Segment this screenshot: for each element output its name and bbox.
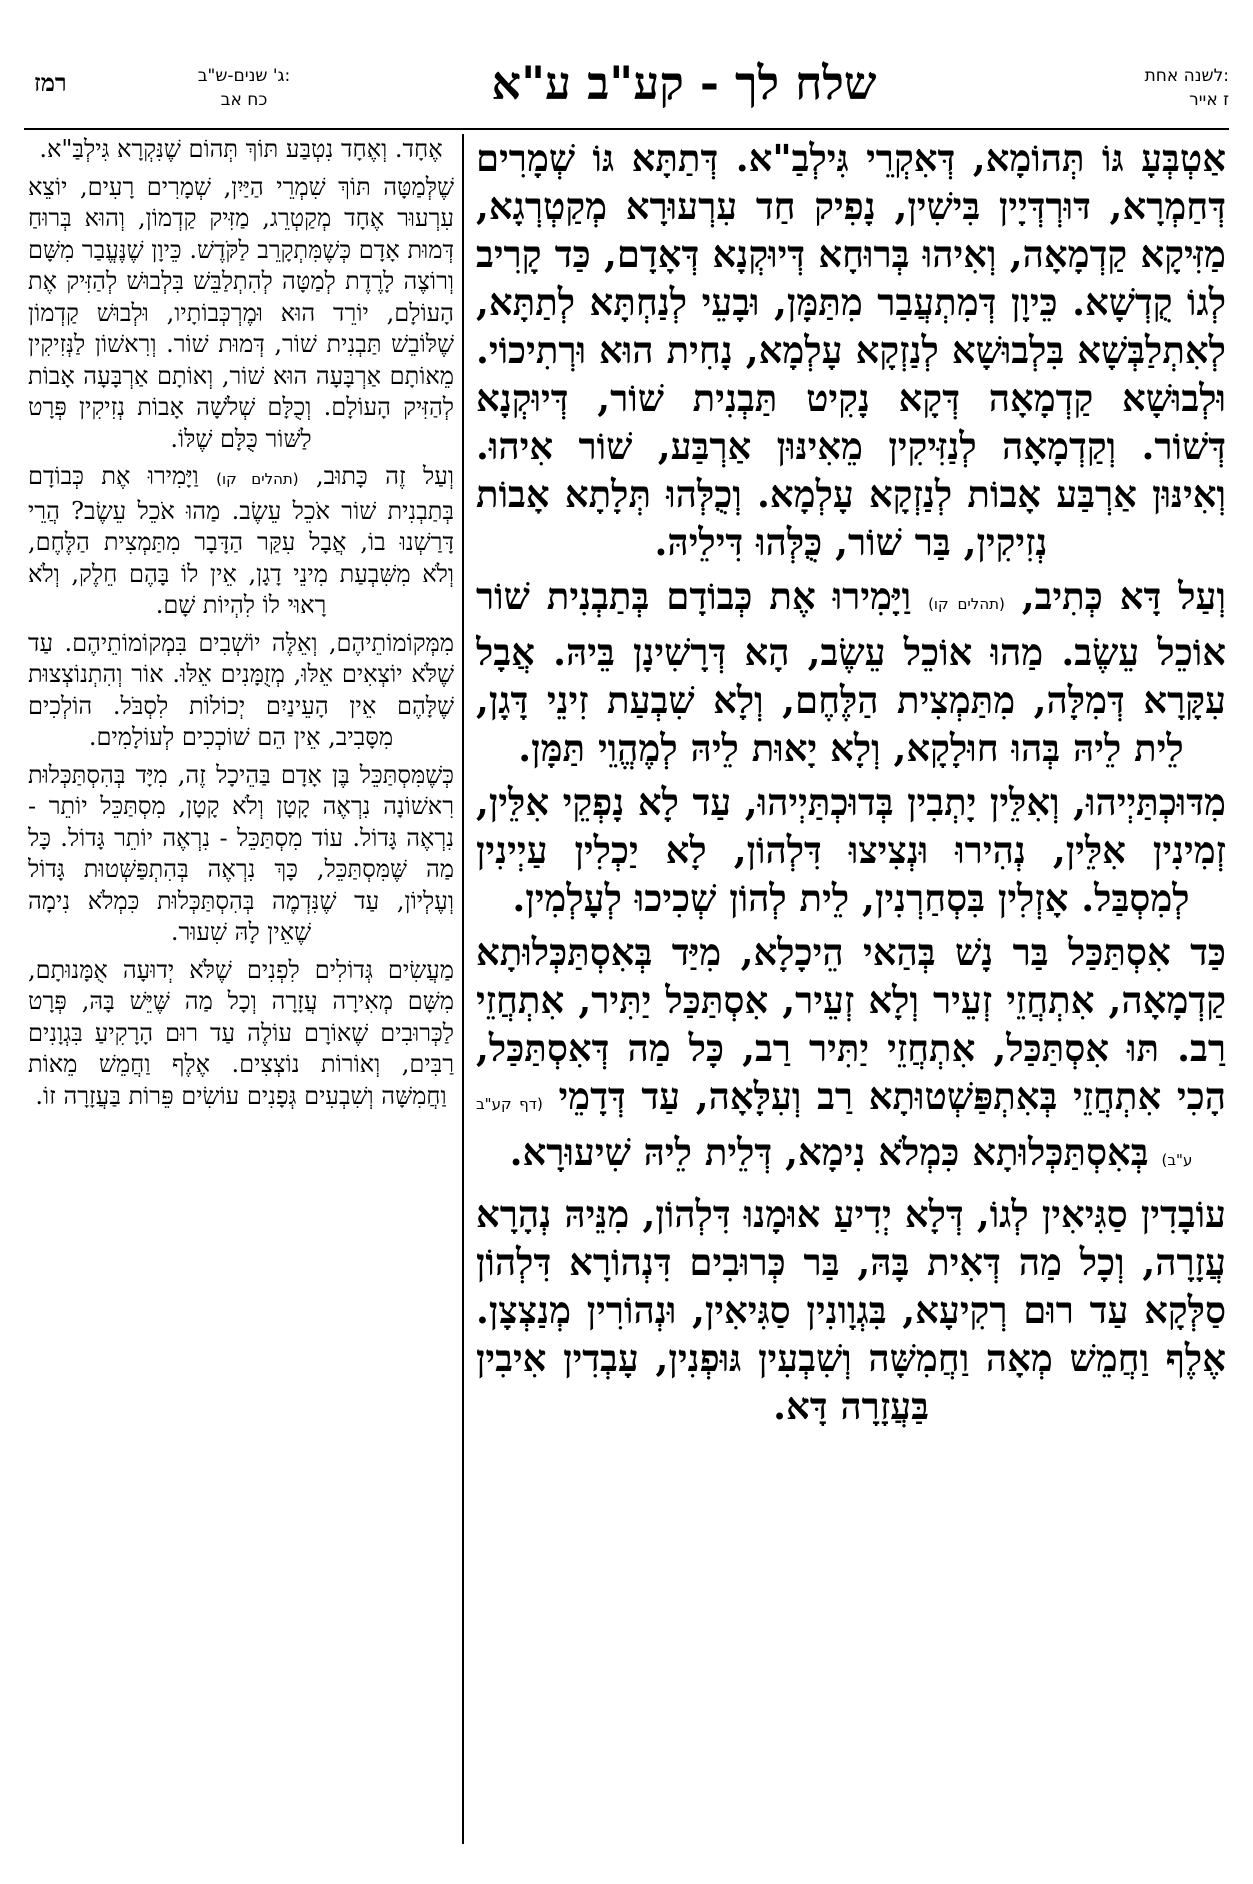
page-header (24, 56, 1229, 130)
column-divider (462, 134, 464, 1844)
right-info (1029, 64, 1229, 112)
side-hebrew-column (28, 134, 454, 1854)
side-paragraph-1: אֶחָד. וְאֶחָד נִטְבַּע תּוֹךְ תְּהוֹם שֶׁנִּקְרָא גִּילְבַּ"א. (39, 135, 443, 163)
left-center-line2: כח אב (220, 90, 268, 110)
main-ref-1: (תהלים קו) (928, 595, 1005, 613)
side-paragraph-4: מִמְּקוֹמוֹתֵיהֶם, וְאֵלֶּה יוֹשְׁבִים בִּמְקוֹמוֹתֵיהֶם. עַד שֶׁלֹּא יוֹצְאִים אֵלּוּ, מְזֻמָּנִים אֵלּוּ. אוֹר וְהִתְנוֹצְצוּת שֶׁלָּהֶם אֵין הָעֵינַיִם יְכוֹלוֹת לִסְבֹּל. הוֹלְכִים מִסָּבִיב, אֵין הֵם שׁוֹכְכִים לְעוֹלָמִים. (28, 628, 454, 751)
side-paragraph-5: כְּשֶׁמִּסְתַּכֵּל בֶּן אָדָם בַּהֵיכָל זֶה, מִיָּד בְּהִסְתַּכְּלוּת רִאשׁוֹנָה נִרְאֶה קָטָן וְלֹא קָטָן, מִסְתַּכֵּל יוֹתֵר - נִרְאֶה גָּדוֹל. עוֹד מִסְתַּכֵּל - נִרְאֶה יוֹתֵר גָּדוֹל. כָּל מַה שֶּׁמִּסְתַּכֵּל, כָּךְ נִרְאֶה בְּהִתְפַּשְּׁטוּת גָּדוֹל וְעֶלְיוֹן, עַד שֶׁנִּדְמֶה בְּהִסְתַּכְּלוּת כִּמְלֹא נִימָה שֶׁאֵין לָהּ שִׁעוּר. (28, 760, 454, 946)
right-line2: ז אייר (1189, 90, 1229, 110)
side-paragraph-6: מַעֲשִׂים גְּדוֹלִים לִפְנִים שֶׁלֹּא יְדוּעָה אֻמָּנוּתָם, מִשָּׁם מְאִירָה עֲזָרָה וְכָל מַה שֶּׁיֵּשׁ בָּהּ, פְּרָט לַכְּרוּבִים שֶׁאוֹרָם עוֹלֶה עַד רוּם הָרָקִיעַ בִּגְוָנִים רַבִּים, וְאוֹרוֹת נוֹצְצִים. אֶלֶף וַחֲמֵשׁ מֵאוֹת וַחֲמִשָּׁה וְשִׁבְעִים גְּפָנִים עוֹשִׂים פֵּרוֹת בַּעֲזָרָה זוֹ. (28, 955, 454, 1110)
main-paragraph-2 (476, 572, 1226, 772)
page-ref: רמז (34, 68, 67, 97)
left-center-info (144, 64, 344, 112)
main-p2-a: וְעַל דָּא כְּתִיב, (1004, 574, 1226, 618)
side-ref-1: (תהלים קו) (216, 470, 299, 488)
main-p4-a: כַּד אִסְתַּכַּל בַּר נָשׁ בְּהַאי הֵיכָלָא, מִיַּד בְּאִסְתַּכְּלוּתָא קַדְמָאָה, אִתְחֲזֵי זְעֵיר וְלָא זְעֵיר, אִסְתַּכַּל יַתִּיר, אִתְחֲזֵי רַב. תּוּ אִסְתַּכַּל, אִתְחֲזֵי יַתִּיר רַב, כָּל מַה דְּאִסְתַּכַּל, הָכִי אִתְחֲזֵי בְּאִתְפַּשְׁטוּתָא רַב וְעִלָּאָה, עַד דְּדָמֵי (476, 930, 1226, 1118)
main-aramaic-column (476, 134, 1226, 1854)
main-paragraph-5: עוֹבָדִין סַגִּיאִין לְגוֹ, דְּלָא יְדִיעַ אוּמָנוּ דִּלְהוֹן, מִנֵּיהּ נְהָרָא עֲזָרָה, וְכָל מַה דְּאִית בָּהּ, בַּר כְּרוּבִים דִּנְהוֹרָא דִּלְהוֹן סַלְּקָא עַד רוּם רְקִיעָא, בִּגְוָונִין סַגִּיאִין, וּנְהוֹרִין מְנַצְצָן. אֶלֶף וַחֲמֵשׁ מְאָה וַחֲמִשָּׁה וְשִׁבְעִין גּוּפְנִין, עָבְדִין אִיבִין בַּעֲזָרָה דָּא. (476, 1192, 1226, 1428)
right-line1: לשנה אחת: (1144, 66, 1229, 86)
side-paragraph-2: שֶׁלְּמַטָּה תּוֹךְ שִׁמְרֵי הַיַּיִן, שְׁמָרִים רָעִים, יוֹצֵא עִרְעוּר אֶחָד מְקַטְרֵג, מַזִּיק קַדְמוֹן, וְהוּא בְּרוּחַ דְּמוּת אָדָם כְּשֶׁמִּתְקָרֵב לַקֹּדֶשׁ. כֵּיוָן שֶׁנֶּעֱבַר מִשָּׁם וְרוֹצֶה לָרֶדֶת לְמַטָּה לְהִתְלַבֵּשׁ בִּלְבוּשׁ לְהַזִּיק אֶת הָעוֹלָם, יוֹרֵד הוּא וּמֶרְכְּבוֹתָיו, וּלְבוּשׁ קַדְמוֹן שֶׁלּוֹבֵשׁ תַּבְנִית שׁוֹר, דְּמוּת שׁוֹר. וְרִאשׁוֹן לַנְּזִיקִין מֵאוֹתָם אַרְבָּעָה הוּא שׁוֹר, וְאוֹתָם אַרְבָּעָה אָבוֹת לְהַזִּיק הָעוֹלָם. וְכֻלָּם שְׁלֹשָׁה אָבוֹת נְזִיקִין פְּרָט לַשּׁוֹר כֻּלָּם שֶׁלּוֹ. (28, 172, 454, 453)
side-paragraph-3 (28, 461, 454, 622)
main-paragraph-4 (476, 928, 1226, 1184)
side-p3-a: וְעַל זֶה כָּתוּב, (298, 462, 454, 490)
main-paragraph-3: מִדּוּכְתַּיְיהוּ, וְאִלֵּין יָתְבִין בְּדוּכְתַּיְיהוּ, עַד לָא נָפְקֵי אִלֵּין, זְמִינִין אִלֵּין, נְהִירוּ וּנְצִיצוּ דִּלְהוֹן, לָא יַכְלִין עַיְינִין לְמִסְבַּל. אָזְלִין בִּסְחַרְנִין, לֵית לְהוֹן שְׁכִיכוּ לְעָלְמִין. (476, 780, 1226, 920)
main-ref-2: (דף קע"ב ע"ב) (476, 1095, 1193, 1169)
main-p4-b: בְּאִסְתַּכְּלוּתָא כִּמְלֹא נִימָא, דְּלֵית לֵיהּ שִׁיעוּרָא. (509, 1130, 1149, 1174)
page-title: שלח לך - קע"ב ע"א (491, 56, 877, 110)
left-center-line1: ג' שנים-ש"ב: (197, 66, 291, 86)
side-p3-b: וַיָּמִירוּ אֶת כְּבוֹדָם בְּתַבְנִית שׁוֹר אֹכֵל עֵשֶׂב. מַהוּ אֹכֵל עֵשֶׂב? הֲרֵי דָּרַשְׁנוּ בוֹ, אֲבָל עִקַּר הַדָּבָר מִתַּמְצִית הַלֶּחֶם, וְלֹא מִשִּׁבְעַת מִינֵי דָגָן, אֵין לוֹ בָּהֶם חֵלֶק, וְלֹא רָאוּי לוֹ לִהְיוֹת שָׁם. (28, 462, 454, 619)
header-rule (24, 128, 1229, 130)
main-paragraph-1: אַטְבְּעָ גּוֹ תְּהוֹמָא, דְּאִקְרֵי גִּילְבַ"א. דְּתַתָּא גּוֹ שְׁמָרִים דְּחַמְרָא, דּוּרְדְּיָין בִּישִׁין, נָפִיק חַד עִרְעוּרָא מְקַטְרְגָא, מַזִּיקָא קַדְמָאָה, וְאִיהוּ בְּרוּחָא דְּיוּקְנָא דְּאָדָם, כַּד קָרִיב לְגוֹ קֻדְשָׁא. כֵּיוָן דְּמִתְעֲבַר מִתַּמָּן, וּבָעֵי לְנַחְתָּא לְתַתָּא, לְאִתְלַבְּשָׁא בִּלְבוּשָׁא לְנַזְקָא עָלְמָא, נָחִית הוּא וּרְתִיכוֹי. וּלְבוּשָׁא קַדְמָאָה דְּקָא נָקִיט תַּבְנִית שׁוֹר, דְּיוּקְנָא דְּשׁוֹר. וְקַדְמָאָה לְנַזִּיקִין מֵאִינּוּן אַרְבַּע, שׁוֹר אִיהוּ. וְאִינּוּן אַרְבַּע אָבוֹת לְנַזְקָא עָלְמָא. וְכֻלְּהוּ תְּלָתָא אָבוֹת נְזִיקִין, בַּר שׁוֹר, כֻּלְּהוּ דִּילֵיהּ. (476, 136, 1226, 564)
main-p2-b: וַיָּמִירוּ אֶת כְּבוֹדָם בְּתַבְנִית שׁוֹר אוֹכֵל עֵשֶׂב. מַהוּ אוֹכֵל עֵשֶׂב, הָא דְּרָשִׁינָן בֵּיהּ. אֲבָל עִקָּרָא דְּמִלָּה, מִתַּמְצִית הַלֶּחֶם, וְלָא שִׁבְעַת זִינֵי דָּגָן, לֵית לֵיהּ בְּהוּ חוּלָקָא, וְלָא יָאוּת לֵיהּ לְמֶהֱוֵי תַּמָּן. (476, 574, 1226, 770)
